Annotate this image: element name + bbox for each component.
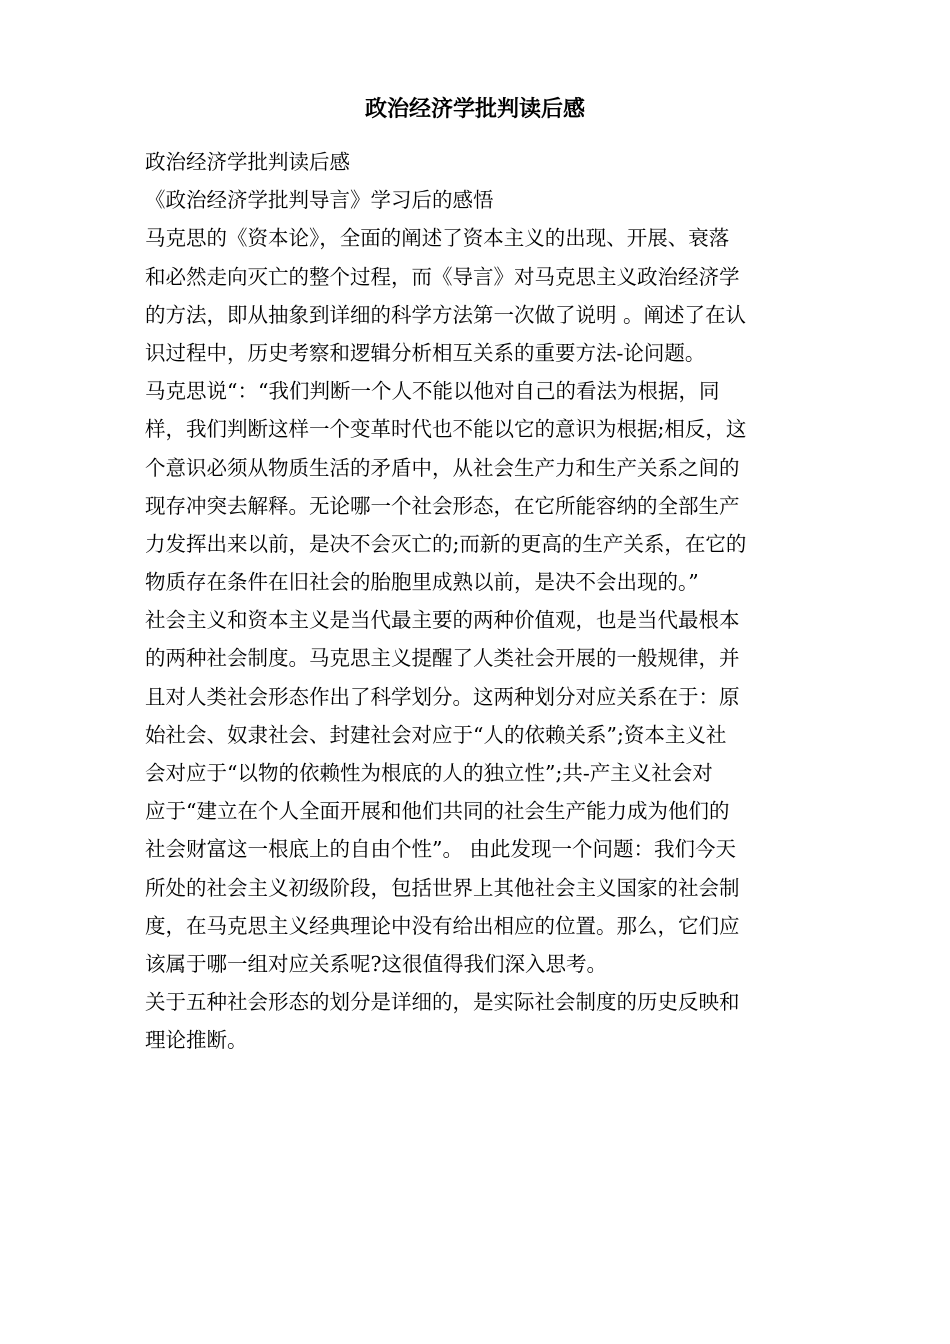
text-line: 的两种社会制度。马克思主义提醒了人类社会开展的一般规律，并 xyxy=(145,646,740,671)
text-line: 马克思的《资本论》，全面的阐述了资本主义的出现、开展、衰落 xyxy=(145,226,730,251)
text-line: 所处的社会主义初级阶段，包括世界上其他社会主义国家的社会制 xyxy=(145,875,740,900)
text-line: 该属于哪一组对应关系呢?这很值得我们深入思考。 xyxy=(145,951,607,976)
text-line: 和必然走向灭亡的整个过程，而《导言》对马克思主义政治经济学 xyxy=(145,264,740,289)
text-line: 关于五种社会形态的划分是详细的，是实际社会制度的历史反映和 xyxy=(145,990,740,1015)
text-line: 个意识必须从物质生活的矛盾中，从社会生产力和生产关系之间的 xyxy=(145,455,740,480)
text-line: 现存冲突去解释。无论哪一个社会形态，在它所能容纳的全部生产 xyxy=(145,493,740,518)
text-line: 始社会、奴隶社会、封建社会对应于“人的依赖关系”;资本主义社 xyxy=(145,722,727,747)
text-line: 政治经济学批判读后感 xyxy=(145,150,350,174)
text-line: 《政治经济学批判导言》学习后的感悟 xyxy=(145,188,494,213)
text-line: 会对应于“以物的依赖性为根底的人的独立性”;共-产主义社会对 xyxy=(145,761,713,785)
text-line: 力发挥出来以前，是决不会灭亡的;而新的更高的生产关系，在它的 xyxy=(145,531,747,556)
text-line: 马克思说“：“我们判断一个人不能以他对自己的看法为根据，同 xyxy=(145,379,720,404)
text-line: 物质存在条件在旧社会的胎胞里成熟以前，是决不会出现的。” xyxy=(145,570,699,595)
text-line: 的方法，即从抽象到详细的科学方法第一次做了说明 。阐述了在认 xyxy=(145,302,747,327)
document-title: 政治经济学批判读后感 xyxy=(364,96,585,122)
text-line: 理论推断。 xyxy=(145,1028,248,1053)
text-line: 度，在马克思主义经典理论中没有给出相应的位置。那么，它们应 xyxy=(145,913,740,938)
document-body xyxy=(145,143,810,1060)
text-line: 应于“建立在个人全面开展和他们共同的社会生产能力成为他们的 xyxy=(145,799,730,824)
text-line: 识过程中，历史考察和逻辑分析相互关系的重要方法-论问题。 xyxy=(145,340,706,365)
text-line: 样，我们判断这样一个变革时代也不能以它的意识为根据;相反，这 xyxy=(145,417,747,442)
text-line: 且对人类社会形态作出了科学划分。这两种划分对应关系在于：原 xyxy=(145,684,740,709)
text-line: 社会财富这一根底上的自由个性”。 由此发现一个问题：我们今天 xyxy=(145,837,736,862)
text-line: 社会主义和资本主义是当代最主要的两种价值观，也是当代最根本 xyxy=(145,608,740,633)
